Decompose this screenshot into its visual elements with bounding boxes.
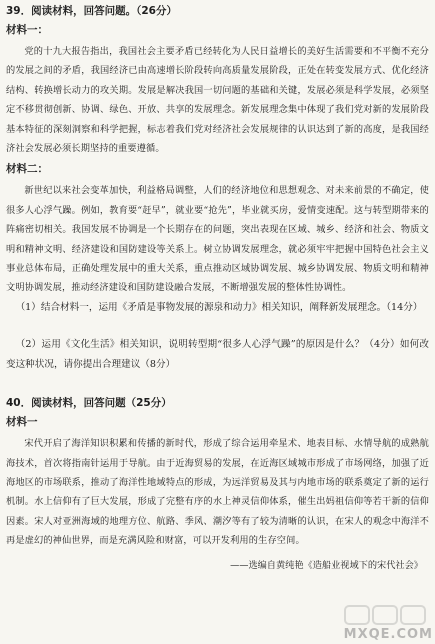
exam-page — [6, 4, 429, 640]
q40-material-1-label: 材料一 — [6, 416, 38, 429]
question-39-title: 39．阅读材料，回答问题。（26分） — [6, 5, 177, 17]
q39-subquestion-2: （2）运用《文化生活》相关知识，说明转型期“很多人心浮气躁”的原因是什么？（4分）如何改变这种状况，请你提出合理建议（8分） — [6, 339, 429, 370]
q39-material-2-text: 新世纪以来社会变革加快，利益格局调整，人们的经济地位和思想观念、对未来前景的不确定，使很多人心浮气躁。例如，教育要“赶早”，就业要“抢先”，毕业就买房，爱情变速配。这与转型期带来的阵痛密切相关。我国发展不协调是一个长期存在的问题，突出表现在区域、城乡、经济和社会、物质文明和精神文明、经济建设和国防建设等关系上。树立协调发展理念，就必须牢牢把握中国特色社会主义事业总体布局，正确处理发展中的重大关系，重点推动区域协调发展、城乡协调发展、物质文明和精神文明协调发展，推动经济建设和国防建设融合发展，不断增强发展的整体性协调性。 — [6, 185, 429, 294]
q39-subquestion-1: （1）结合材料一，运用《矛盾是事物发展的源泉和动力》相关知识，阐释新发展理念。（14分） — [15, 301, 423, 313]
watermark-text: MXQE.COM — [343, 627, 433, 642]
q40-material-1-text: 宋代开启了海洋知识积累和传播的新时代，形成了综合运用牵星术、地表目标、水情导航的成熟航海技术，首次将指南针运用于导航。由于近海贸易的发展，在近海区域城市形成了市场网络，加强了近海地区的市场联系，推动了海洋性地域特点的形成，为远洋贸易及其与内地市场的联系奠定了新的运行机制。水上信仰有了巨大发展，形成了完整有序的水上神灵信仰体系，催生出妈祖信仰等若干新的信仰因素。宋人对亚洲海域的地理方位、航路、季风、潮汐等有了较为清晰的认识，在宋人的观念中海洋不再是虚幻的神仙世界，而是充满风险和财富，可以开发利用的生存空间。 — [6, 438, 429, 547]
q39-material-1-label: 材料一： — [6, 24, 48, 36]
q39-material-1-text: 党的十九大报告指出，我国社会主要矛盾已经转化为人民日益增长的美好生活需要和不平衡不充分的发展之间的矛盾，我国经济已由高速增长阶段转向高质量发展阶段，正处在转变发展方式、优化经济结构、转换增长动力的攻关期。发展是解决我国一切问题的基础和关键，发展必须是科学发展，必须坚定不移贯彻创新、协调、绿色、开放、共享的发展理念。新发展理念集中体现了我们党对新的发展阶段基本特征的深刻洞察和科学把握，标志着我们党对经济社会发展规律的认识达到了新的高度，是我国经济社会发展必须长期坚持的重要遵循。 — [6, 46, 429, 155]
q39-material-2-label: 材料二： — [6, 163, 48, 176]
q40-source-citation: ——选编自黄纯艳《造船业视域下的宋代社会》 — [230, 559, 423, 571]
question-40-title: 40．阅读材料，回答问题（25分） — [6, 397, 172, 410]
